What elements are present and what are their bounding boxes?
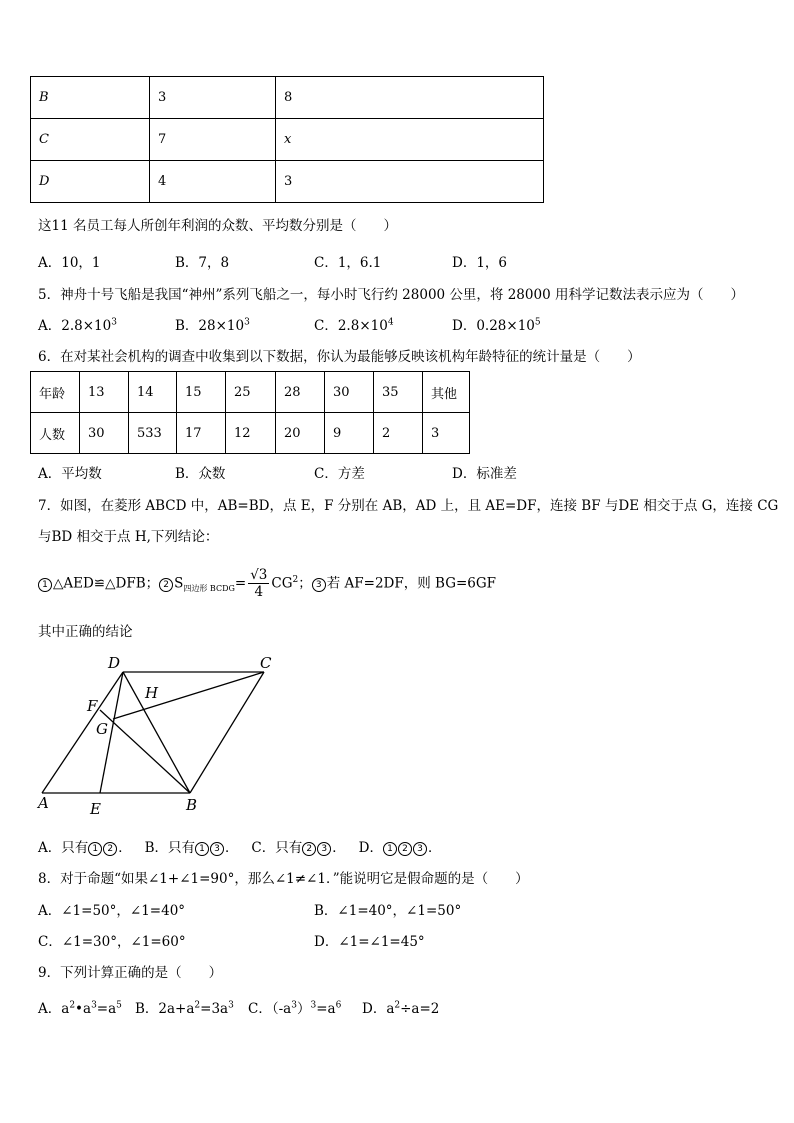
table-cell: 9 — [325, 413, 374, 454]
q5-stem: 5．神舟十号飞船是我国“神州”系列飞船之一，每小时飞行约 28000 公里，将 28000 用科学记数法表示应为（ ） — [38, 287, 744, 303]
circled-number: 1 — [38, 578, 52, 592]
table-row — [31, 77, 544, 119]
q7-option-c: C．只有 2 3 ． — [251, 840, 346, 856]
table-cell: 14 — [129, 372, 177, 413]
label-c: C — [260, 654, 272, 672]
q7-statements — [38, 560, 496, 600]
q7-stem-line1: 7．如图，在菱形 ABCD 中，AB=BD，点 E，F 分别在 AB，AD 上，且 AE=DF，连接 BF 与DE 相交于点 G，连接 CG — [38, 498, 779, 514]
table-cell: 3 — [150, 77, 276, 119]
statement-1: △AED≌△DFB； — [53, 575, 160, 592]
q7-option-a: A．只有 1 2 ． — [38, 840, 132, 856]
table-cell: 15 — [177, 372, 226, 413]
q6-option-b: B．众数 — [175, 466, 226, 482]
table-cell: 30 — [80, 413, 129, 454]
circled-number: 3 — [312, 578, 326, 592]
q7-option-d: D． 1 2 3 ． — [358, 840, 442, 856]
q8-option-a: A．∠1=50°，∠1=40° — [38, 903, 186, 919]
q8-stem: 8．对于命题“如果∠1+∠1=90°，那么∠1≠∠1．”能说明它是假命题的是（ ） — [38, 871, 529, 887]
separator: ； — [298, 575, 312, 592]
table-cell: 20 — [276, 413, 325, 454]
table-cell: 533 — [129, 413, 177, 454]
q7-conclusion: 其中正确的结论 — [38, 624, 133, 640]
circled-number: 2 — [159, 578, 173, 592]
label-e: E — [90, 800, 101, 818]
table-cell: 35 — [374, 372, 423, 413]
table-row — [31, 161, 544, 203]
q4-option-c: C．1，6.1 — [314, 255, 382, 271]
q5-option-b: B．$28\times 10^3$ — [175, 317, 250, 334]
label-b: B — [186, 796, 198, 814]
table-cell: B — [31, 77, 150, 119]
label-a: A — [38, 794, 49, 812]
table-row — [31, 372, 470, 413]
label-h: H — [145, 684, 159, 702]
profit-table — [30, 76, 544, 203]
equals: = — [234, 575, 247, 592]
table-cell: 25 — [226, 372, 276, 413]
q4-option-a: A．10，1 — [38, 255, 101, 271]
table-cell: 13 — [80, 372, 129, 413]
q5-option-d: D．$0.28\times 10^5$ — [452, 317, 541, 334]
q7-options — [38, 836, 441, 856]
q4-option-b: B．7，8 — [175, 255, 230, 271]
q6-option-a: A．平均数 — [38, 466, 102, 482]
q6-stem: 6．在对某社会机构的调查中收集到以下数据，你认为最能够反映该机构年龄特征的统计量是（ ） — [38, 349, 641, 365]
q4-option-d: D．1，6 — [452, 255, 508, 271]
area-subscript: 四边形 BCDG — [183, 584, 235, 594]
table-cell: 7 — [150, 119, 276, 161]
segment-fb — [100, 710, 190, 793]
q9-stem: 9．下列计算正确的是（ ） — [38, 965, 223, 981]
q8-option-d: D．∠1=∠1=45° — [314, 934, 425, 950]
q7-option-b: B．只有 1 3 ． — [144, 840, 239, 856]
area-symbol: S — [174, 575, 184, 592]
table-cell: 17 — [177, 413, 226, 454]
exponent: 2 — [292, 575, 299, 585]
table-cell: 其他 — [423, 372, 470, 413]
q6-option-d: D．标准差 — [452, 466, 517, 482]
fraction-numerator: √3 — [250, 566, 268, 583]
table-cell: C — [31, 119, 150, 161]
table-cell: 30 — [325, 372, 374, 413]
statement-3: 若 AF=2DF，则 BG=6GF — [326, 575, 497, 592]
table-cell: 2 — [374, 413, 423, 454]
fraction — [248, 566, 269, 600]
q9-option-b: B．$2a+a^2=3a^3$ — [135, 1000, 234, 1017]
table-header: 人数 — [31, 413, 80, 454]
table-cell: 4 — [150, 161, 276, 203]
table-header: 年龄 — [31, 372, 80, 413]
q5-option-a: A．$2.8\times 10^3$ — [38, 317, 117, 334]
table-cell: 12 — [226, 413, 276, 454]
table-cell: D — [31, 161, 150, 203]
table-cell: 3 — [276, 161, 544, 203]
table-cell: 8 — [276, 77, 544, 119]
table-row — [31, 413, 470, 454]
edge-cb — [190, 672, 264, 793]
table-cell: 28 — [276, 372, 325, 413]
label-d: D — [108, 654, 121, 672]
table-cell: x — [276, 119, 544, 161]
q7-stem-line2: 与BD 相交于点 H,下列结论： — [38, 529, 219, 545]
q9-option-d: D．$a^2\div a=2$ — [362, 1000, 440, 1017]
age-table — [30, 371, 470, 454]
q9-option-c: C．$(-a^3)^3=a^6$ — [248, 1000, 342, 1017]
fraction-denominator: 4 — [254, 584, 264, 600]
q4-stem: 这11 名员工每人所创年利润的众数、平均数分别是（ ） — [38, 218, 397, 234]
table-cell: 3 — [423, 413, 470, 454]
q5-option-c: C．$2.8\times 10^4$ — [314, 317, 394, 334]
label-g: G — [96, 720, 108, 738]
label-f: F — [87, 697, 98, 715]
rhombus-figure — [30, 650, 290, 820]
q6-option-c: C．方差 — [314, 466, 365, 482]
q9-option-a: A．$a^2•a^3=a^5$ — [38, 1000, 122, 1017]
q8-option-b: B．∠1=40°，∠1=50° — [314, 903, 462, 919]
q8-option-c: C．∠1=30°，∠1=60° — [38, 934, 186, 950]
cg-term: CG — [271, 575, 293, 592]
table-row — [31, 119, 544, 161]
